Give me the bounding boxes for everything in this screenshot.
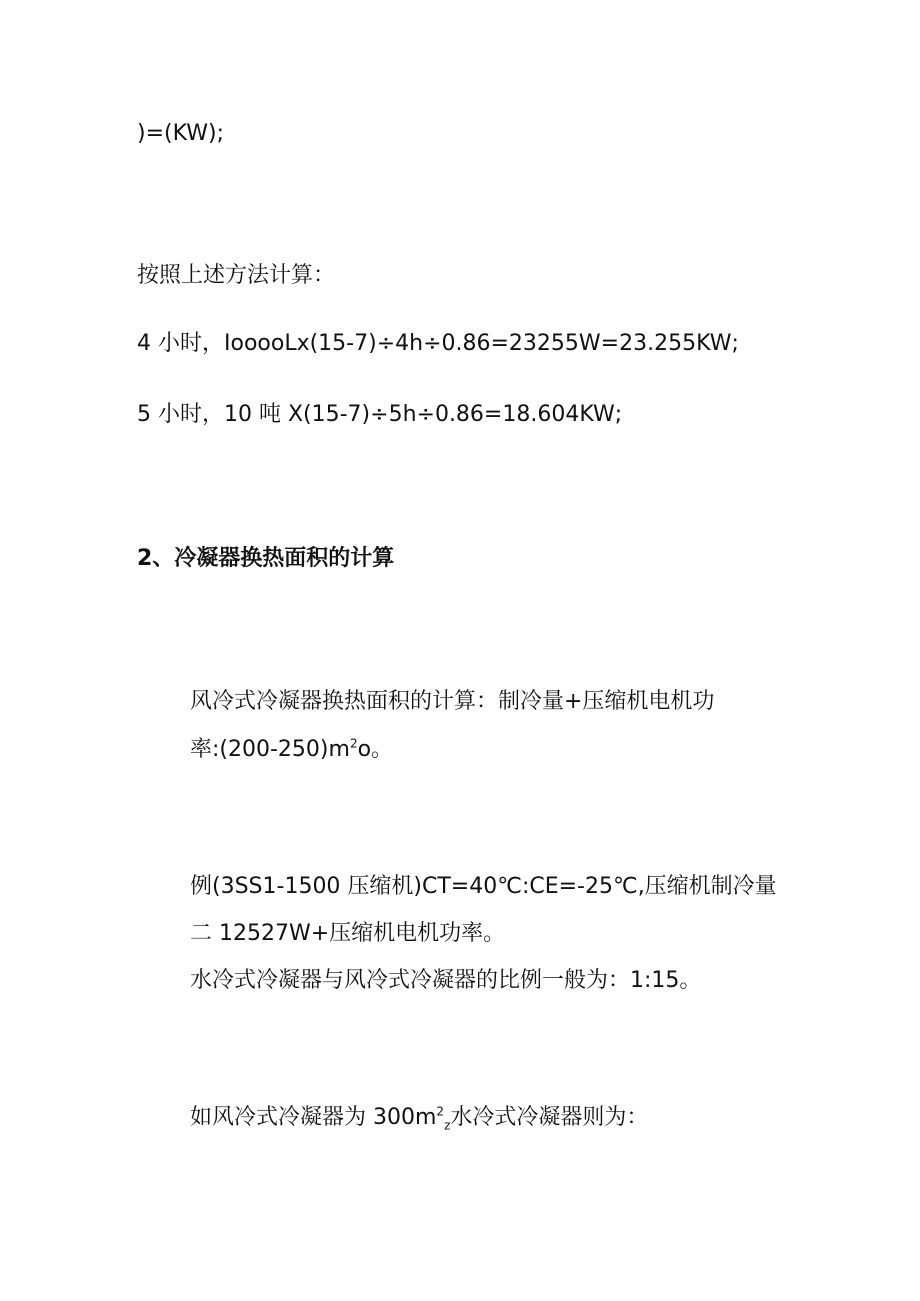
example-line1: 例(3SS1-1500 压缩机)CT=40℃:CE=-25℃,压缩机制冷量 xyxy=(190,874,777,899)
final-line xyxy=(190,1104,648,1132)
air-cooled-line2-suffix: o。 xyxy=(357,737,394,762)
section-heading: 2、冷凝器换热面积的计算 xyxy=(137,546,395,571)
final-subscript: z xyxy=(444,1118,451,1133)
ratio-line: 水冷式冷凝器与风冷式冷凝器的比例一般为：1:15。 xyxy=(190,968,702,993)
example-line2: 二 12527W+压缩机电机功率。 xyxy=(190,921,506,946)
final-superscript: 2 xyxy=(436,1104,445,1119)
air-cooled-line1: 风冷式冷凝器换热面积的计算：制冷量+压缩机电机功 xyxy=(190,689,715,714)
calc-5h: 5 小时，10 吨 X(15-7)÷5h÷0.86=18.604KW; xyxy=(137,402,623,427)
final-suffix: 水冷式冷凝器则为： xyxy=(450,1105,649,1130)
formula-tail: )=(KW); xyxy=(137,121,224,146)
calc-intro: 按照上述方法计算： xyxy=(137,263,336,288)
calc-4h: 4 小时，IooooLx(15-7)÷4h÷0.86=23255W=23.255KW; xyxy=(137,331,739,356)
air-cooled-line2 xyxy=(190,736,393,764)
air-cooled-superscript: 2 xyxy=(349,736,358,751)
final-prefix: 如风冷式冷凝器为 300m xyxy=(190,1105,437,1130)
air-cooled-line2-prefix: 率:(200-250)m xyxy=(190,737,350,762)
